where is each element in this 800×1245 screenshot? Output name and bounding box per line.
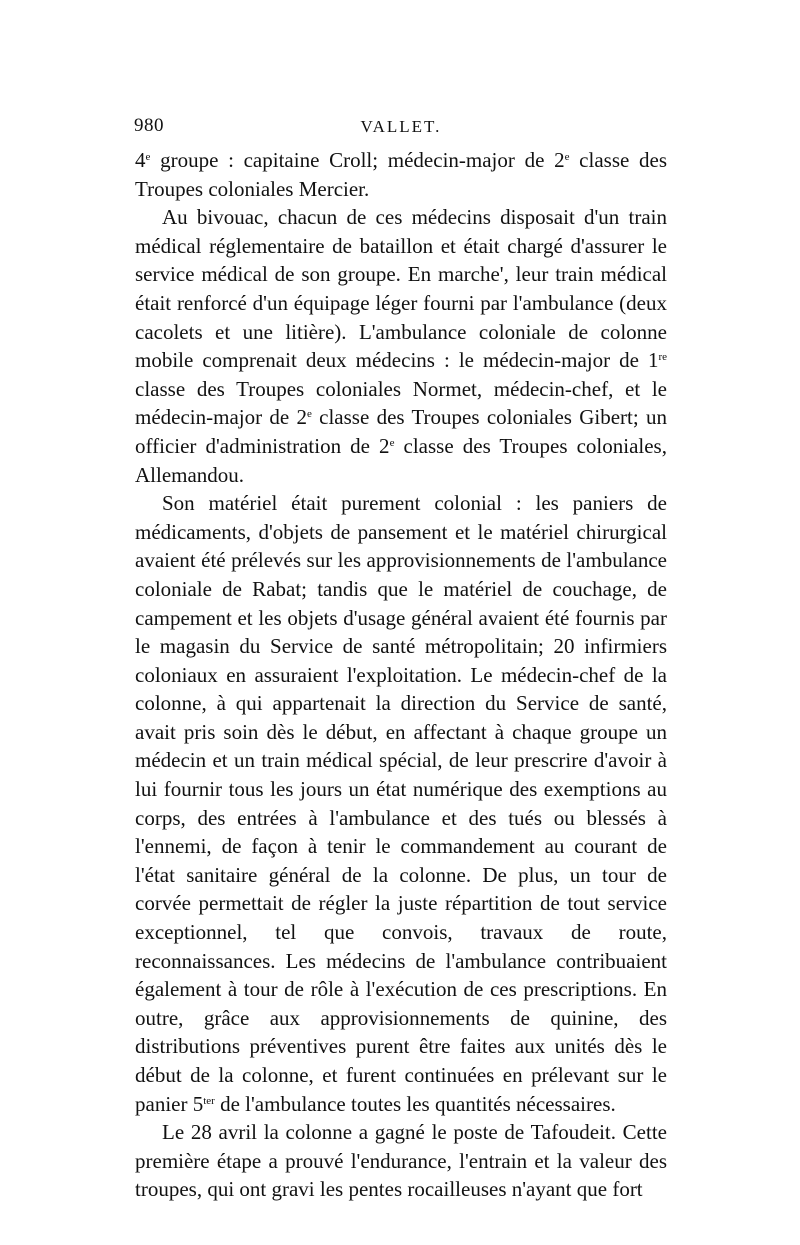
- page-number: 980: [134, 115, 164, 136]
- text-run: groupe : capitaine Croll; médecin-major de 2: [150, 148, 565, 172]
- superscript: re: [658, 351, 667, 364]
- text-run: Le 28 avril la colonne a gagné le poste de Tafoudeit. Cette première étape a prouvé l'endurance, l'entrain et la valeur des troupes, qui ont gravi les pentes rocailleuses n'ayant que fort: [135, 1120, 667, 1202]
- text-run: de l'ambulance toutes les quantités nécessaires.: [214, 1091, 616, 1116]
- text-run: classe des Troupes coloniales Gibert; un officier d'administration de 2: [135, 405, 667, 458]
- superscript: ter: [203, 1094, 215, 1107]
- superscript: e: [306, 408, 312, 421]
- paragraph-1: [135, 146, 667, 203]
- text-run: classe des Troupes coloniales Normet, médecin-chef, et le médecin-major de 2: [135, 376, 667, 430]
- paragraph-4: [135, 1118, 667, 1204]
- paragraph-2: [135, 203, 667, 489]
- superscript: e: [389, 436, 395, 449]
- page-body: [135, 146, 667, 1204]
- running-title: VALLET.: [360, 117, 442, 136]
- text-run: Son matériel était purement colonial : les paniers de médicaments, d'objets de pansement et le matériel chirurgical avaient été prélevés sur les approvisionnements de l'ambulance coloniale de Rabat; tandis que le matériel de couchage, de campement et les objets d'usage général avaient été fournis par le magasin du Service de santé métropolitain; 20 infirmiers coloniaux en assuraient l'exploitation. Le médecin-chef de la colonne, à qui appartenait la direction du Service de santé, avait pris soin dès le début, en affectant à chaque groupe un médecin et un train médical spécial, de leur prescrire d'avoir à lui fournir tous les jours un état numérique des exemptions au corps, des entrées à l'ambulance et des tués ou blessés à l'ennemi, de façon à tenir le commandement au courant de l'état sanitaire général de la colonne. De plus, un tour de corvée permettait de régler la juste répartition de tout service exceptionnel, tel que convois, travaux de route, reconnaissances. Les médecins de l'ambulance contribuaient également à tour de rôle à l'exécution de ces prescriptions. En outre, grâce aux approvisionnements de quinine, des distributions préventives purent être faites aux unités dès le début de la colonne, et furent continuées en prélevant sur le panier 5: [135, 491, 667, 1116]
- text-run: Au bivouac, chacun de ces médecins disposait d'un train médical réglementaire de bataillon et était chargé d'assurer le service médical de son groupe. En marche', leur train médical était renforcé d'un équipage léger fourni par l'ambulance (deux cacolets et une litière). L'ambulance coloniale de colonne mobile comprenait deux médecins : le médecin-major de 1: [135, 205, 667, 373]
- paragraph-3: [135, 489, 667, 1118]
- superscript: e: [564, 151, 570, 163]
- page-header: [135, 115, 667, 145]
- text-run: 4: [135, 148, 146, 172]
- text-run: classe des Troupes coloniales Mercier.: [135, 148, 667, 201]
- text-run: classe des Troupes coloniales, Allemandou.: [135, 433, 667, 487]
- superscript: e: [145, 151, 151, 163]
